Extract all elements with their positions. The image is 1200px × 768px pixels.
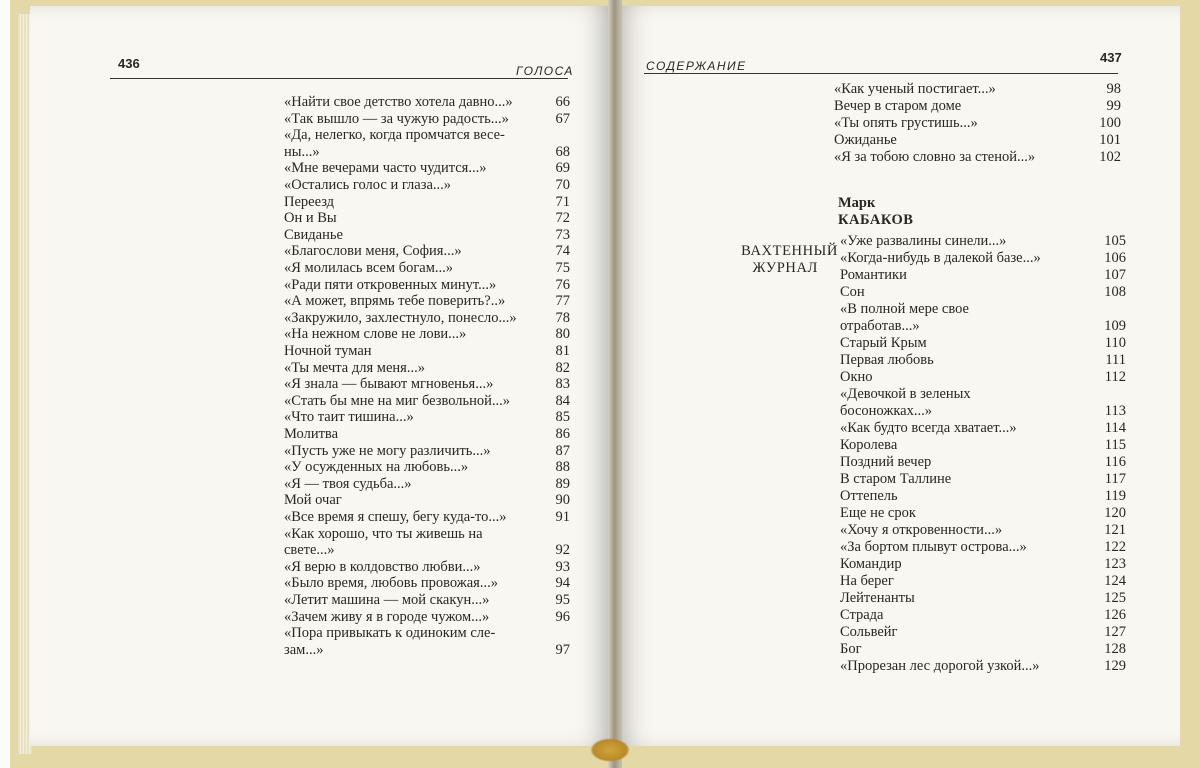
toc-entry-title: свете...» bbox=[284, 542, 335, 559]
toc-entry-page-number: 111 bbox=[1105, 352, 1126, 368]
left-header-rule bbox=[110, 78, 568, 79]
toc-entry-page-number: 73 bbox=[555, 226, 570, 243]
toc-entry-page-number: 72 bbox=[555, 210, 570, 227]
toc-entry-title: Сольвейг bbox=[840, 624, 898, 640]
toc-entry-title: На берег bbox=[840, 573, 894, 589]
toc-entry-page-number: 91 bbox=[555, 509, 570, 525]
section-title-line2: ЖУРНАЛ bbox=[752, 260, 818, 276]
toc-entry-page-number: 106 bbox=[1104, 250, 1126, 266]
toc-entry-title: «Пусть уже не могу различить...» bbox=[284, 442, 491, 459]
toc-entry-title: «Мне вечерами часто чудится...» bbox=[284, 160, 487, 177]
toc-entry-title: «Хочу я откровенности...» bbox=[840, 522, 1003, 538]
toc-entry-page-number: 124 bbox=[1104, 573, 1126, 589]
toc-entry-title: «Я — твоя судьба...» bbox=[284, 475, 412, 492]
right-header-rule bbox=[644, 73, 1118, 74]
author-first-name: Марк bbox=[838, 195, 876, 211]
toc-entry-title: «В полной мере свое bbox=[840, 301, 969, 317]
toc-entry-title: «Стать бы мне на миг безвольной...» bbox=[284, 392, 511, 409]
toc-entry-page-number: 90 bbox=[555, 492, 570, 509]
toc-entry-page-number: 81 bbox=[555, 343, 570, 359]
toc-entry-page-number: 76 bbox=[555, 276, 570, 293]
left-page-number: 436 bbox=[118, 56, 140, 71]
right-page-number: 437 bbox=[1100, 50, 1122, 65]
toc-entry-page-number: 94 bbox=[555, 575, 570, 592]
toc-entry-title: «У осужденных на любовь...» bbox=[284, 459, 469, 476]
left-running-head: ГОЛОСА bbox=[516, 64, 574, 78]
toc-entry-title: «Что таит тишина...» bbox=[284, 409, 414, 426]
right-page bbox=[618, 6, 1180, 746]
section-title-line1: ВАХТЕННЫЙ bbox=[741, 243, 838, 259]
toc-entry-title: отработав...» bbox=[840, 318, 920, 334]
toc-entry-title: «На нежном слове не лови...» bbox=[284, 326, 467, 343]
toc-entry-title: Бог bbox=[840, 641, 862, 657]
toc-entry-page-number: 80 bbox=[555, 326, 570, 343]
toc-entry-page-number: 127 bbox=[1104, 624, 1126, 640]
author-last-name: КАБАКОВ bbox=[838, 212, 914, 228]
toc-entry-title: «За бортом плывут острова...» bbox=[840, 539, 1027, 555]
toc-entry-page-number: 95 bbox=[555, 592, 570, 608]
toc-entry-page-number: 119 bbox=[1104, 488, 1126, 504]
toc-entry-title: «Я молилась всем богам...» bbox=[284, 260, 454, 276]
toc-entry-title: Еще не срок bbox=[840, 505, 916, 521]
toc-entry-page-number: 96 bbox=[555, 608, 570, 625]
toc-entry-title: «Благослови меня, София...» bbox=[284, 243, 462, 260]
toc-entry-title: «Закружило, захлестнуло, понесло...» bbox=[284, 309, 517, 326]
toc-entry-page-number: 71 bbox=[555, 193, 570, 210]
toc-entry-page-number: 110 bbox=[1104, 335, 1126, 351]
toc-entry-page-number: 89 bbox=[555, 475, 570, 492]
toc-entry-page-number: 114 bbox=[1104, 420, 1126, 436]
toc-entry-page-number: 77 bbox=[555, 293, 570, 310]
book-gutter bbox=[608, 0, 622, 768]
toc-entry-page-number: 66 bbox=[555, 94, 570, 110]
toc-entry-page-number: 99 bbox=[1106, 98, 1121, 114]
toc-entry-page-number: 120 bbox=[1104, 505, 1126, 521]
toc-entry-title: «Я за тобою словно за стеной...» bbox=[834, 149, 1036, 165]
toc-entry-title: зам...» bbox=[284, 641, 324, 658]
toc-entry-title: «Как будто всегда хватает...» bbox=[840, 420, 1017, 436]
toc-entry-title: Романтики bbox=[840, 267, 907, 283]
toc-entry-page-number: 102 bbox=[1099, 149, 1121, 165]
toc-entry-page-number: 82 bbox=[555, 359, 570, 376]
toc-entry-title: «Как ученый постигает...» bbox=[834, 81, 996, 97]
toc-entry-title: Ночной туман bbox=[284, 343, 372, 359]
toc-entry-title: «Прорезан лес дорогой узкой...» bbox=[840, 658, 1040, 674]
toc-entry-page-number: 97 bbox=[555, 641, 570, 658]
toc-entry-page-number: 109 bbox=[1104, 318, 1126, 334]
toc-entry-title: Старый Крым bbox=[840, 335, 927, 351]
toc-entry-title: «Ты опять грустишь...» bbox=[834, 115, 978, 131]
toc-entry-page-number: 85 bbox=[555, 409, 570, 426]
toc-entry-page-number: 126 bbox=[1104, 607, 1126, 623]
toc-entry-title: «Ради пяти откровенных минут...» bbox=[284, 276, 497, 293]
toc-entry-page-number: 107 bbox=[1104, 267, 1126, 283]
toc-entry-title: «Да, нелегко, когда промчатся весе- bbox=[284, 127, 505, 144]
toc-entry-title: «Как хорошо, что ты живешь на bbox=[284, 525, 483, 542]
toc-entry-title: «Когда-нибудь в далекой базе...» bbox=[840, 250, 1041, 266]
toc-entry-page-number: 121 bbox=[1104, 522, 1126, 538]
toc-entry-title: «Я знала — бывают мгновенья...» bbox=[284, 376, 494, 393]
toc-entry-page-number: 86 bbox=[555, 426, 570, 442]
left-page bbox=[30, 6, 610, 746]
toc-entry-page-number: 98 bbox=[1106, 81, 1121, 97]
toc-entry-title: «Ты мечта для меня...» bbox=[284, 359, 425, 376]
toc-entry-page-number: 101 bbox=[1099, 132, 1121, 148]
toc-entry-title: Поздний вечер bbox=[840, 454, 932, 470]
toc-entry-page-number: 108 bbox=[1104, 284, 1126, 300]
toc-entry-title: «Девочкой в зеленых bbox=[840, 386, 971, 402]
toc-entry-page-number: 92 bbox=[555, 542, 570, 559]
toc-entry-title: «Так вышло — за чужую радость...» bbox=[284, 110, 509, 127]
toc-entry-title: Переезд bbox=[284, 193, 335, 210]
toc-entry-title: Лейтенанты bbox=[840, 590, 915, 606]
toc-entry-page-number: 113 bbox=[1104, 403, 1126, 419]
binding-stain bbox=[590, 738, 630, 762]
toc-entry-title: Вечер в старом доме bbox=[834, 98, 962, 114]
toc-entry-page-number: 67 bbox=[555, 110, 570, 127]
toc-entry-page-number: 115 bbox=[1104, 437, 1126, 453]
toc-entry-title: босоножках...» bbox=[840, 403, 932, 419]
toc-entry-page-number: 93 bbox=[555, 558, 570, 575]
toc-entry-page-number: 100 bbox=[1099, 115, 1121, 131]
toc-entry-title: Командир bbox=[840, 556, 902, 572]
toc-entry-page-number: 122 bbox=[1104, 539, 1126, 555]
toc-entry-title: Оттепель bbox=[840, 488, 898, 504]
toc-entry-page-number: 112 bbox=[1104, 369, 1126, 385]
toc-entry-page-number: 116 bbox=[1104, 454, 1126, 470]
toc-entry-page-number: 105 bbox=[1104, 233, 1126, 249]
toc-entry-title: Ожиданье bbox=[834, 132, 897, 148]
toc-entry-title: «Летит машина — мой скакун...» bbox=[284, 592, 490, 608]
toc-entry-title: Свиданье bbox=[284, 226, 343, 243]
toc-entry-page-number: 68 bbox=[555, 143, 570, 160]
toc-entry-title: Королева bbox=[840, 437, 898, 453]
toc-entry-title: «Зачем живу я в городе чужом...» bbox=[284, 608, 490, 625]
toc-entry-page-number: 78 bbox=[555, 309, 570, 326]
toc-entry-page-number: 69 bbox=[555, 160, 570, 177]
toc-entry-title: «Остались голос и глаза...» bbox=[284, 177, 452, 193]
toc-entry-title: «А может, впрямь тебе поверить?..» bbox=[284, 293, 506, 310]
toc-entry-page-number: 83 bbox=[555, 376, 570, 393]
toc-entry-page-number: 125 bbox=[1104, 590, 1126, 606]
toc-entry-page-number: 84 bbox=[555, 392, 570, 409]
toc-entry-page-number: 123 bbox=[1104, 556, 1126, 572]
toc-entry-page-number: 129 bbox=[1104, 658, 1126, 674]
toc-entry-title: Сон bbox=[840, 284, 865, 300]
right-running-head: СОДЕРЖАНИЕ bbox=[646, 59, 747, 73]
toc-entry-title: «Уже развалины синели...» bbox=[840, 233, 1007, 249]
toc-entry-title: «Я верю в колдовство любви...» bbox=[284, 558, 481, 575]
toc-entry-title: Он и Вы bbox=[284, 210, 337, 227]
toc-entry-title: Молитва bbox=[284, 426, 339, 442]
toc-entry-title: «Пора привыкать к одиноким сле- bbox=[284, 625, 496, 642]
toc-entry-page-number: 87 bbox=[555, 442, 570, 459]
toc-entry-title: Первая любовь bbox=[840, 352, 934, 368]
toc-entry-title: Окно bbox=[840, 369, 873, 385]
toc-entry-title: Страда bbox=[840, 607, 884, 623]
toc-entry-title: «Все время я спешу, бегу куда-то...» bbox=[284, 509, 507, 525]
toc-entry-page-number: 128 bbox=[1104, 641, 1126, 657]
toc-entry-page-number: 70 bbox=[555, 177, 570, 193]
toc-entry-page-number: 88 bbox=[555, 459, 570, 476]
toc-entry-title: «Было время, любовь провожая...» bbox=[284, 575, 498, 592]
toc-entry-title: В старом Таллине bbox=[840, 471, 952, 487]
toc-entry-title: ны...» bbox=[284, 143, 320, 160]
toc-entry-title: «Найти свое детство хотела давно...» bbox=[284, 94, 513, 110]
toc-entry-title: Мой очаг bbox=[284, 492, 342, 509]
toc-entry-page-number: 75 bbox=[555, 260, 570, 276]
toc-entry-page-number: 117 bbox=[1104, 471, 1126, 487]
toc-entry-page-number: 74 bbox=[555, 243, 570, 260]
